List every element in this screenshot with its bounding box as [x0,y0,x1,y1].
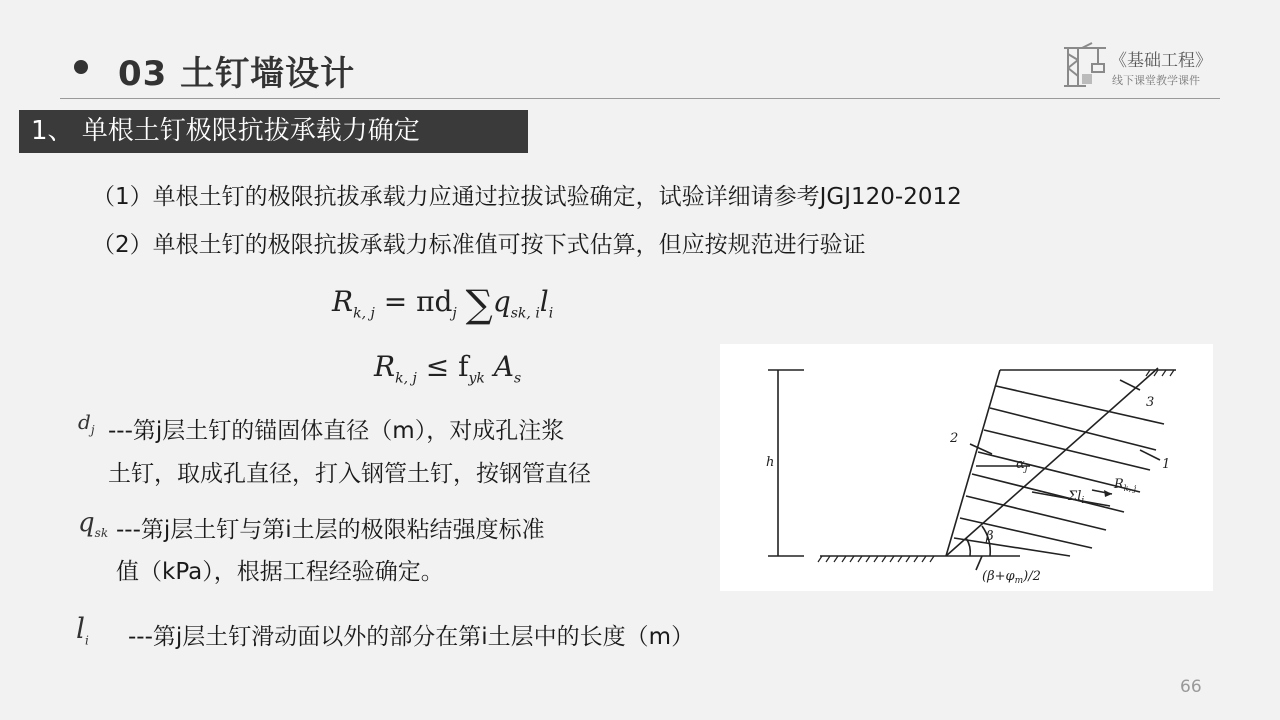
label-3: 3 [1146,395,1155,410]
symbol-dj: $d_j$ [78,410,95,437]
def-dj-line2: 土钉，取成孔直径，打入钢管土钉，按钢管直径 [108,461,591,487]
page-number: 66 [1180,677,1202,697]
svg-text:Rk, j: $R_{k, j}$ [1114,477,1137,493]
logo-subtitle: 线下课堂教学课件 [1112,74,1200,87]
formula-steel-limit: $R_{k, j} \le f_{yk}$ $A_s$ [374,350,522,387]
formula-pullout-capacity: $R_{k, j} = \pi d_j$ $\sum q_{sk, i}l_i$ [332,282,554,326]
def-dj-line1: ---第j层土钉的锚固体直径（m），对成孔注浆 [108,418,565,444]
symbol-qsk: $q_{sk}$ [78,508,109,541]
logo-title: 《基础工程》 [1110,51,1212,71]
course-logo [1062,42,1222,90]
item-2: （2）单根土钉的极限抗拔承载力标准值可按下式估算，但应按规范进行验证 [92,232,866,258]
header-divider [60,98,1220,99]
def-qsk-line2: 值（kPa），根据工程经验确定。 [116,559,444,585]
symbol-li: $l_i$ [76,612,89,648]
crane-icon [1062,42,1108,88]
item-1: （1）单根土钉的极限抗拔承载力应通过拉拔试验确定，试验详细请参考JGJ120-2012 [92,184,962,210]
label-1: 1 [1162,457,1171,472]
soil-nail-wall-diagram [720,344,1213,591]
svg-text:(β+φm)/2: $(\beta+\varphi_m)/2$ [982,569,1041,586]
section-heading: 1、 单根土钉极限抗拔承载力确定 [19,110,528,153]
svg-text:Σli: $\Sigma l_i$ [1068,489,1085,506]
label-h: h [766,455,775,470]
label-2: 2 [950,431,959,446]
header-bullet [74,60,88,74]
def-li-line1: ---第j层土钉滑动面以外的部分在第i土层中的长度（m） [128,624,695,650]
label-beta: β [986,529,994,544]
page-title: 03 土钉墙设计 [118,54,356,94]
soil-nail-wall-figure [720,344,1213,591]
def-qsk-line1: ---第j层土钉与第i土层的极限粘结强度标准 [116,517,545,543]
svg-text:αj: $\alpha_j$ [1016,457,1028,474]
